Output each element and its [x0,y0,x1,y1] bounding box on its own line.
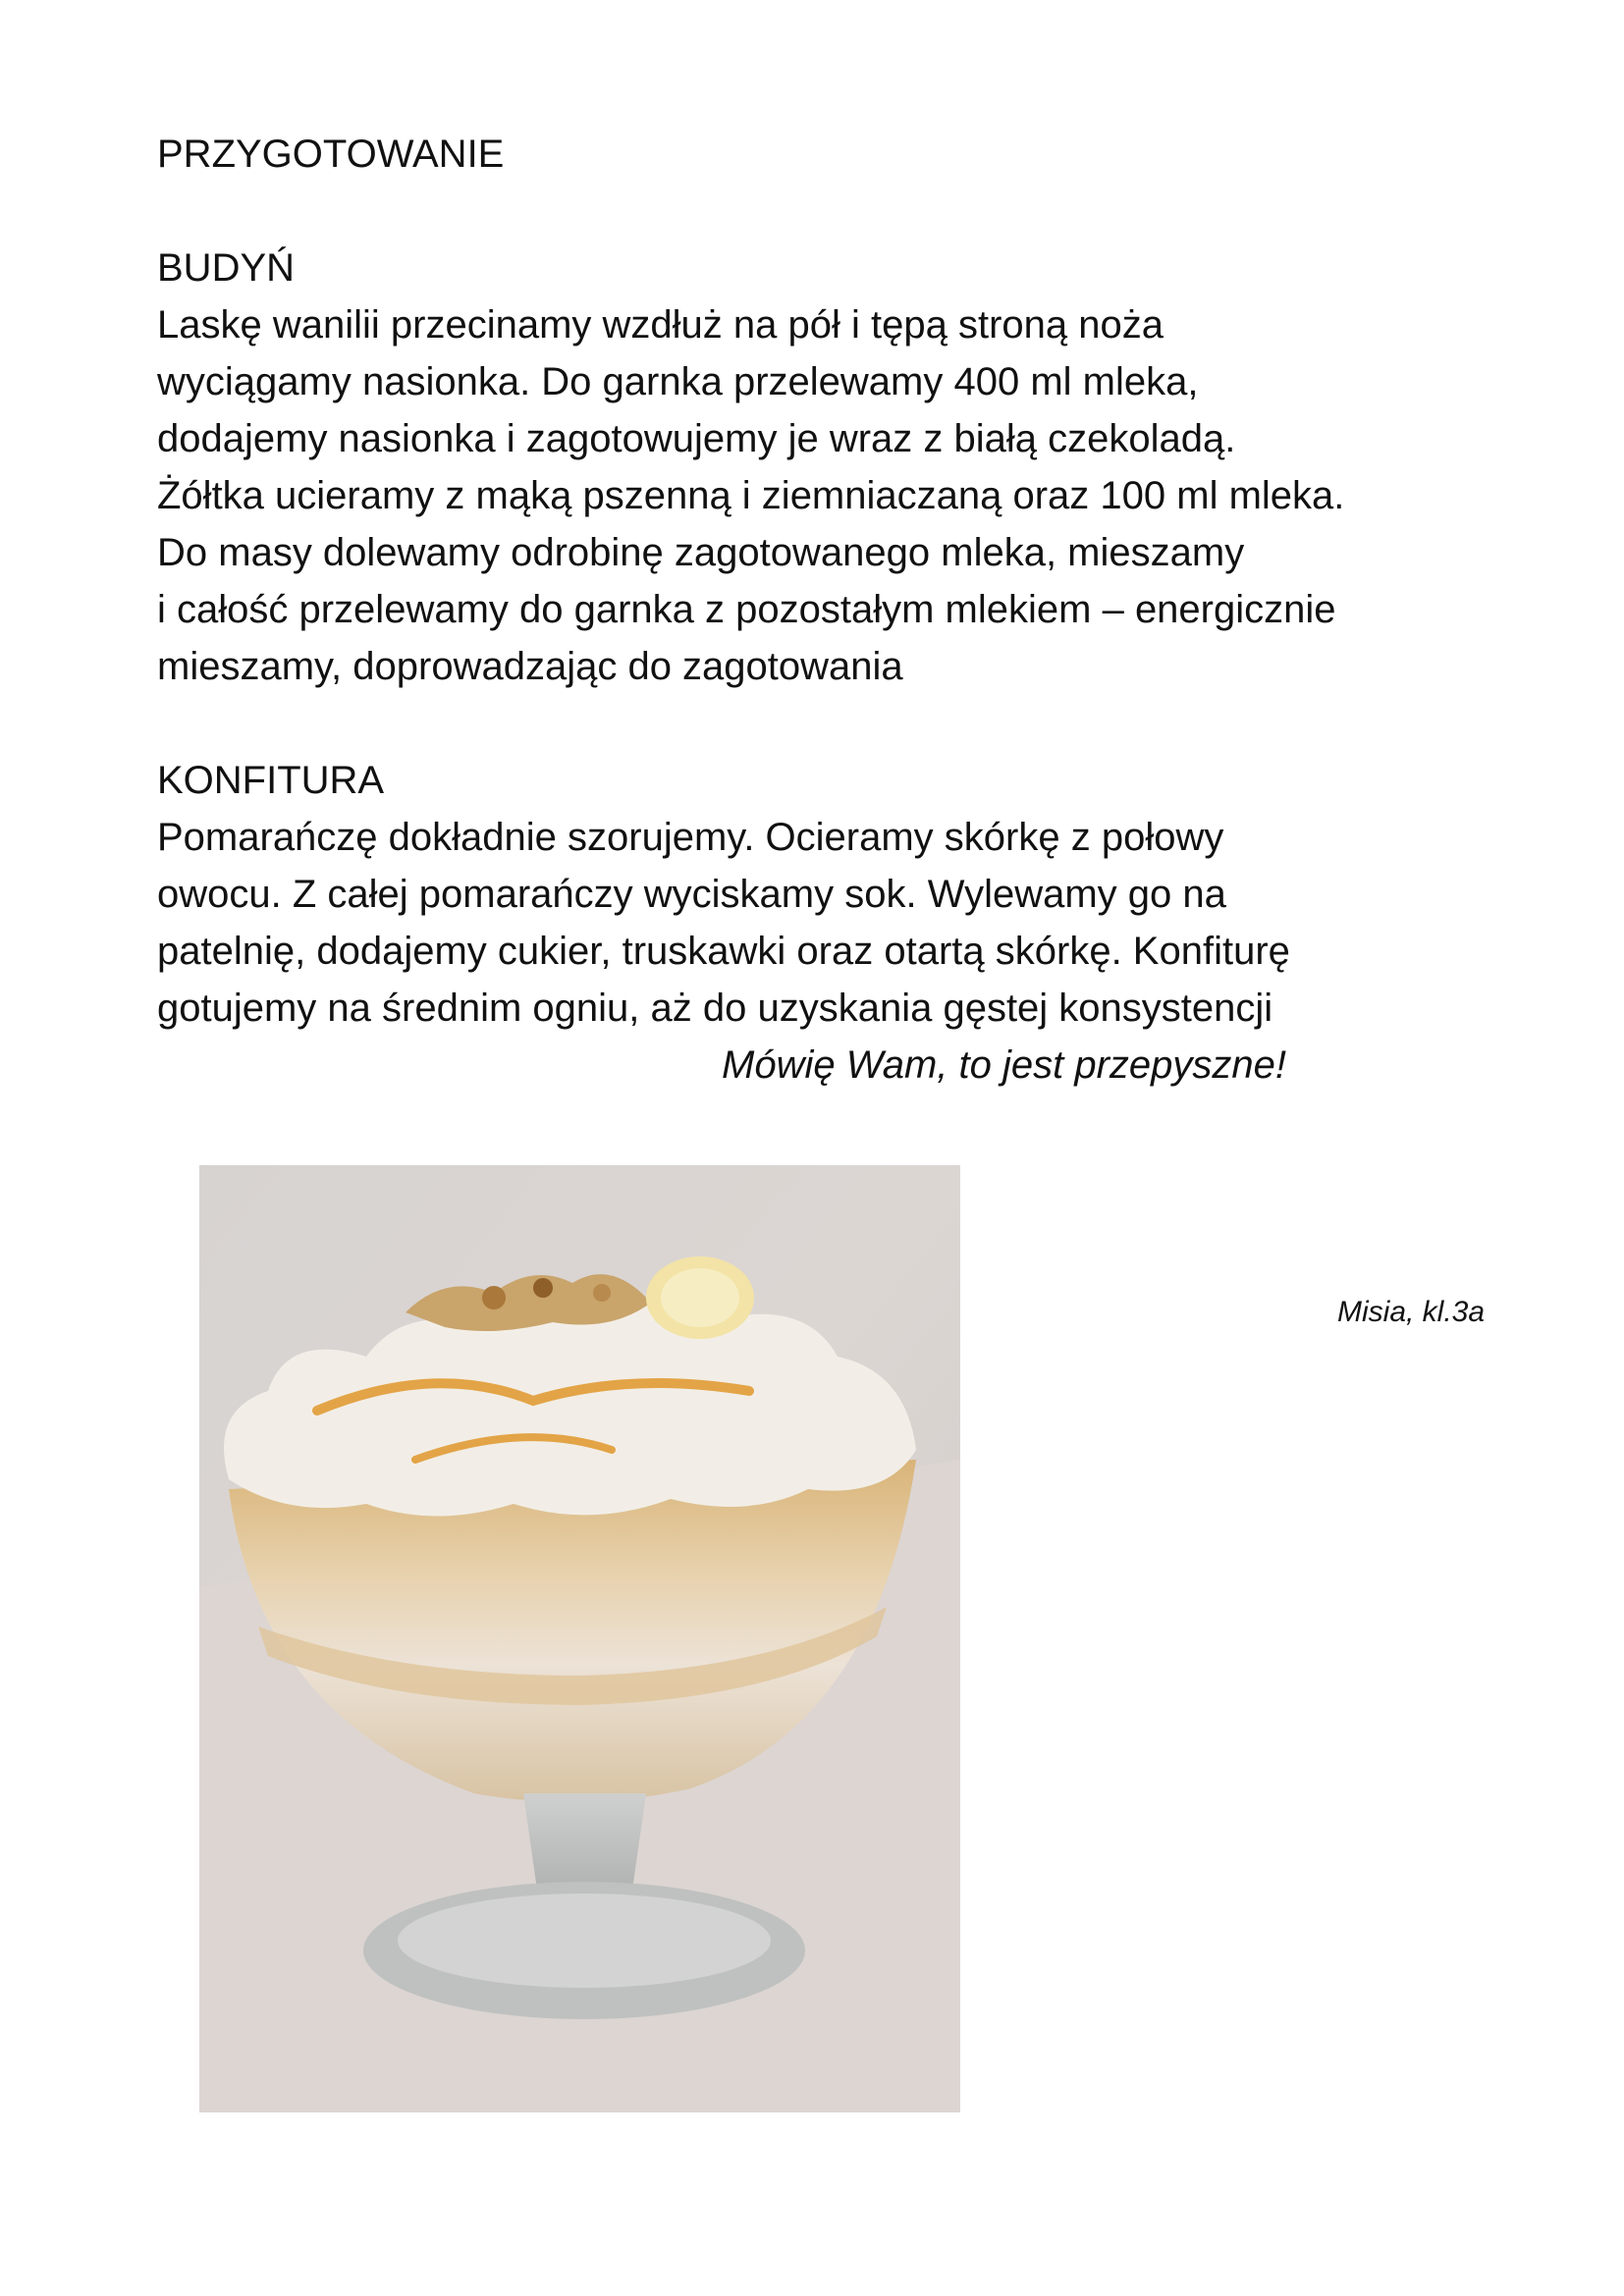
text-line: owocu. Z całej pomarańczy wyciskamy sok. Wylewamy go na [157,873,1226,916]
text-line: dodajemy nasionka i zagotowujemy je wraz z białą czekoladą. [157,417,1236,460]
text-line: mieszamy, doprowadzając do zagotowania [157,645,903,688]
author-signature: Misia, kl.3a [1337,1296,1486,1328]
text-line: Żółtka ucieramy z mąką pszenną i ziemniaczaną oraz 100 ml mleka. [157,474,1345,517]
text-line: Pomarańczę dokładnie szorujemy. Ocieramy skórkę z połowy [157,816,1224,859]
text-line: i całość przelewamy do garnka z pozostałym mlekiem – energicznie [157,588,1336,631]
text-line: patelnię, dodajemy cukier, truskawki oraz otartą skórkę. Konfiturę [157,930,1290,973]
text-line: wyciągamy nasionka. Do garnka przelewamy 400 ml mleka, [157,360,1199,403]
recipe-text [157,126,1532,1094]
spacer [157,695,1532,752]
section-heading-budyn: BUDYŃ [157,246,296,290]
text-line: Laskę wanilii przecinamy wzdłuż na pół i tępą stroną noża [157,303,1164,347]
page-title: PRZYGOTOWANIE [157,133,505,176]
section-heading-konfitura: KONFITURA [157,759,385,802]
spacer [157,183,1532,240]
text-line: gotujemy na średnim ogniu, aż do uzyskania gęstej konsystencji [157,987,1273,1030]
dessert-photo [199,1165,960,2112]
text-line: Do masy dolewamy odrobinę zagotowanego mleka, mieszamy [157,531,1245,574]
closing-quote: Mówię Wam, to jest przepyszne! [722,1043,1287,1087]
